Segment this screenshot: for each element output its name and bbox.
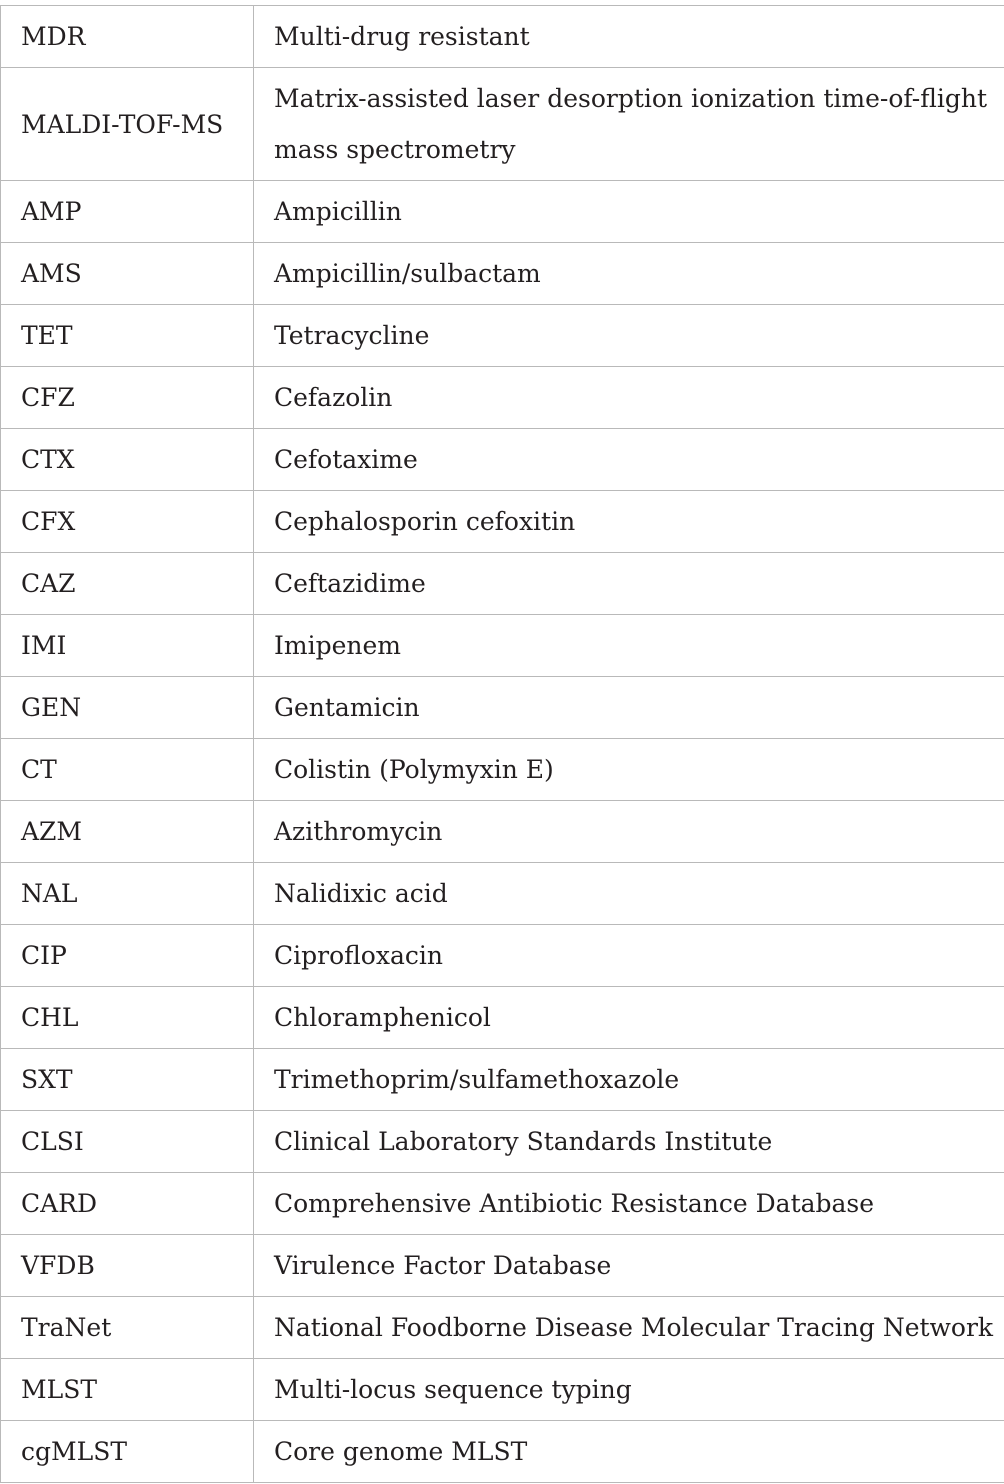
abbreviation-cell: CFZ: [1, 367, 254, 429]
table-row: [1, 243, 1004, 305]
definition-cell: Comprehensive Antibiotic Resistance Database: [254, 1173, 1004, 1235]
table-row: [1, 739, 1004, 801]
abbreviation-cell: MALDI-TOF-MS: [1, 68, 254, 181]
abbreviation-cell: NAL: [1, 863, 254, 925]
abbreviation-cell: CIP: [1, 925, 254, 987]
abbreviation-cell: MLST: [1, 1359, 254, 1421]
table-row: [1, 1359, 1004, 1421]
table-row: [1, 429, 1004, 491]
abbreviation-cell: AMP: [1, 181, 254, 243]
definition-cell: Ceftazidime: [254, 553, 1004, 615]
table-row: [1, 1421, 1004, 1483]
definition-cell: Nalidixic acid: [254, 863, 1004, 925]
abbreviation-cell: CAZ: [1, 553, 254, 615]
table-row: [1, 1049, 1004, 1111]
table-row: [1, 801, 1004, 863]
abbreviation-cell: TraNet: [1, 1297, 254, 1359]
table-row: [1, 367, 1004, 429]
table-row: [1, 863, 1004, 925]
abbreviation-cell: CHL: [1, 987, 254, 1049]
abbreviation-cell: cgMLST: [1, 1421, 254, 1483]
abbreviation-cell: CLSI: [1, 1111, 254, 1173]
abbreviation-cell: GEN: [1, 677, 254, 739]
table-row: [1, 925, 1004, 987]
table-row: [1, 1235, 1004, 1297]
definition-cell: Chloramphenicol: [254, 987, 1004, 1049]
abbreviation-cell: CTX: [1, 429, 254, 491]
definition-cell: Cephalosporin cefoxitin: [254, 491, 1004, 553]
abbreviation-cell: MDR: [1, 6, 254, 68]
definition-cell: Multi-drug resistant: [254, 6, 1004, 68]
definition-cell: Colistin (Polymyxin E): [254, 739, 1004, 801]
abbreviation-cell: CARD: [1, 1173, 254, 1235]
table-row: [1, 68, 1004, 181]
abbreviation-cell: CFX: [1, 491, 254, 553]
definition-cell: Matrix-assisted laser desorption ionization time-of-flight mass spectrometry: [254, 68, 1004, 181]
definition-cell: National Foodborne Disease Molecular Tracing Network: [254, 1297, 1004, 1359]
abbreviation-cell: IMI: [1, 615, 254, 677]
definition-cell: Cefotaxime: [254, 429, 1004, 491]
definition-cell: Core genome MLST: [254, 1421, 1004, 1483]
definition-cell: Ampicillin: [254, 181, 1004, 243]
abbreviation-cell: AMS: [1, 243, 254, 305]
definition-cell: Virulence Factor Database: [254, 1235, 1004, 1297]
definition-cell: Cefazolin: [254, 367, 1004, 429]
table-row: [1, 553, 1004, 615]
table-row: [1, 6, 1004, 68]
definition-cell: Azithromycin: [254, 801, 1004, 863]
abbreviations-table-body: [1, 6, 1004, 1483]
table-row: [1, 1173, 1004, 1235]
table-row: [1, 615, 1004, 677]
table-row: [1, 1297, 1004, 1359]
abbreviation-cell: AZM: [1, 801, 254, 863]
definition-cell: Ampicillin/sulbactam: [254, 243, 1004, 305]
table-row: [1, 987, 1004, 1049]
definition-cell: Clinical Laboratory Standards Institute: [254, 1111, 1004, 1173]
abbreviation-cell: SXT: [1, 1049, 254, 1111]
abbreviation-cell: VFDB: [1, 1235, 254, 1297]
table-row: [1, 491, 1004, 553]
definition-cell: Trimethoprim/sulfamethoxazole: [254, 1049, 1004, 1111]
abbreviation-cell: CT: [1, 739, 254, 801]
abbreviation-cell: TET: [1, 305, 254, 367]
definition-cell: Ciprofloxacin: [254, 925, 1004, 987]
table-row: [1, 181, 1004, 243]
table-row: [1, 677, 1004, 739]
definition-cell: Tetracycline: [254, 305, 1004, 367]
definition-cell: Multi-locus sequence typing: [254, 1359, 1004, 1421]
definition-cell: Imipenem: [254, 615, 1004, 677]
abbreviations-table: [0, 5, 1004, 1483]
definition-cell: Gentamicin: [254, 677, 1004, 739]
table-row: [1, 1111, 1004, 1173]
table-row: [1, 305, 1004, 367]
